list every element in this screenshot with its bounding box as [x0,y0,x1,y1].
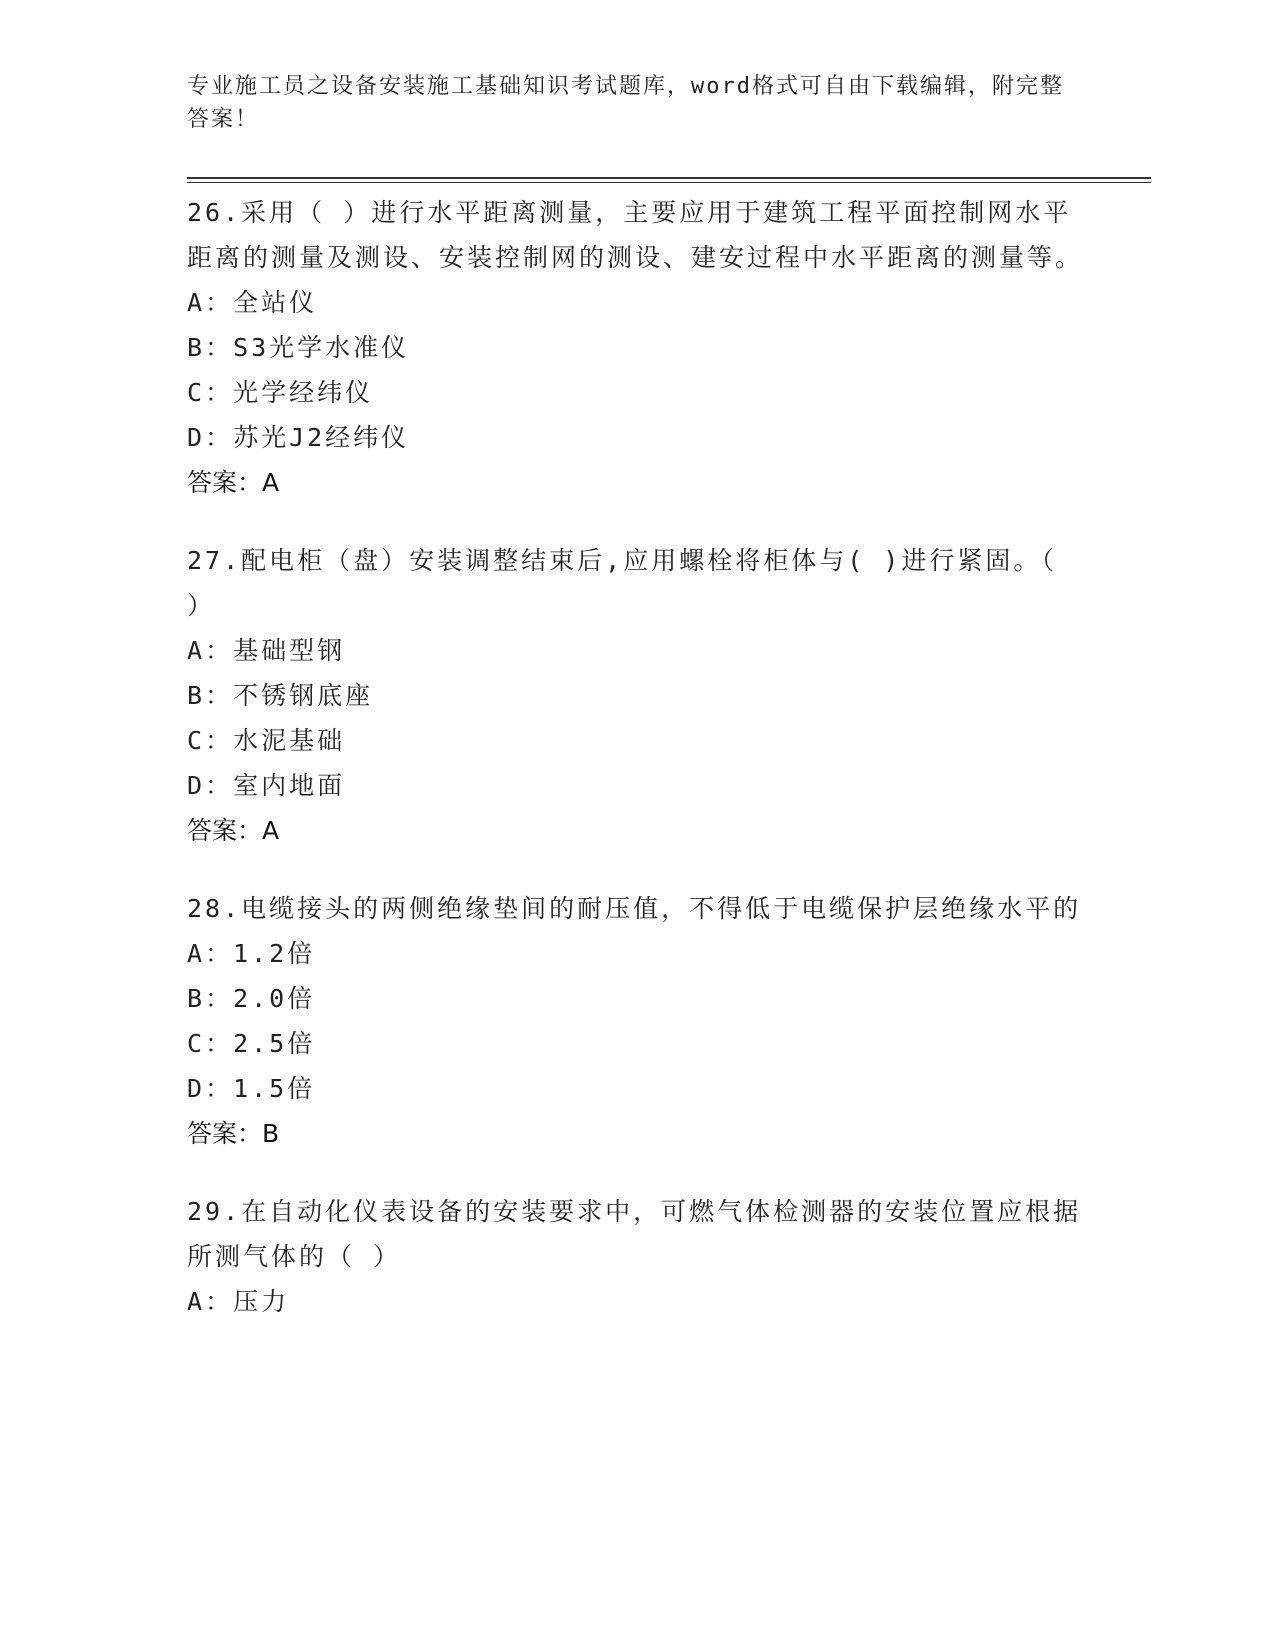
option-letter: A [187,939,206,968]
header-divider [187,177,1151,179]
option-letter: A [187,1287,206,1316]
option-c: C：水泥基础 [187,726,346,755]
option-text: 光学经纬仪 [233,378,374,407]
option-b: B：S3光学水准仪 [187,333,410,362]
answer-value: A [262,816,280,845]
option-letter: C [187,378,206,407]
option-text: 全站仪 [233,288,318,317]
answer-label: 答案： [187,468,263,497]
document-header: 专业施工员之设备安装施工基础知识考试题库，word格式可自由下载编辑，附完整答案！ [187,74,1064,132]
question-29 [187,1189,1087,1324]
question-stem: 26.采用（ ）进行水平距离测量，主要应用于建筑工程平面控制网水平距离的测量及测设、安装控制网的测设、建安过程中水平距离的测量等。 [187,198,1084,272]
answer-line [187,1111,1087,1156]
option-text: 压力 [233,1287,290,1316]
answer-line [187,808,1087,853]
option-a: A：全站仪 [187,288,318,317]
option-letter: A [187,636,206,665]
option-letter: B [187,984,206,1013]
option-letter: D [187,771,206,800]
option-d: D：1.5倍 [187,1074,316,1103]
question-stem: 27.配电柜（盘）安装调整结束后,应用螺栓将柜体与( )进行紧固。（ ） [187,546,1057,620]
option-letter: D [187,423,206,452]
option-letter: C [187,726,206,755]
option-b: B：不锈钢底座 [187,681,374,710]
option-a: A：压力 [187,1287,290,1316]
question-stem: 29.在自动化仪表设备的安装要求中，可燃气体检测器的安装位置应根据所测气体的（ ） [187,1197,1082,1271]
option-text: 1.5倍 [233,1074,316,1103]
question-28 [187,886,1087,1156]
option-letter: B [187,333,206,362]
option-c: C：光学经纬仪 [187,378,374,407]
option-text: 不锈钢底座 [233,681,374,710]
question-26 [187,190,1087,505]
answer-line [187,460,1087,505]
option-text: 2.5倍 [233,1029,316,1058]
option-text: 苏光J2经纬仪 [233,423,410,452]
option-letter: D [187,1074,206,1103]
question-list [187,190,1087,1357]
option-text: 1.2倍 [233,939,316,968]
answer-label: 答案： [187,816,263,845]
option-d: D：室内地面 [187,771,346,800]
option-a: A：基础型钢 [187,636,346,665]
option-d: D：苏光J2经纬仪 [187,423,410,452]
option-text: S3光学水准仪 [233,333,410,362]
question-stem: 28.电缆接头的两侧绝缘垫间的耐压值，不得低于电缆保护层绝缘水平的 [187,894,1082,923]
option-letter: C [187,1029,206,1058]
option-b: B：2.0倍 [187,984,316,1013]
option-text: 2.0倍 [233,984,316,1013]
answer-value: B [262,1119,280,1148]
option-letter: A [187,288,206,317]
option-text: 室内地面 [233,771,346,800]
header-divider-thin [187,182,1151,183]
option-text: 水泥基础 [233,726,346,755]
option-a: A：1.2倍 [187,939,316,968]
question-27 [187,538,1087,853]
answer-value: A [262,468,280,497]
option-c: C：2.5倍 [187,1029,316,1058]
answer-label: 答案： [187,1119,263,1148]
option-text: 基础型钢 [233,636,346,665]
option-letter: B [187,681,206,710]
